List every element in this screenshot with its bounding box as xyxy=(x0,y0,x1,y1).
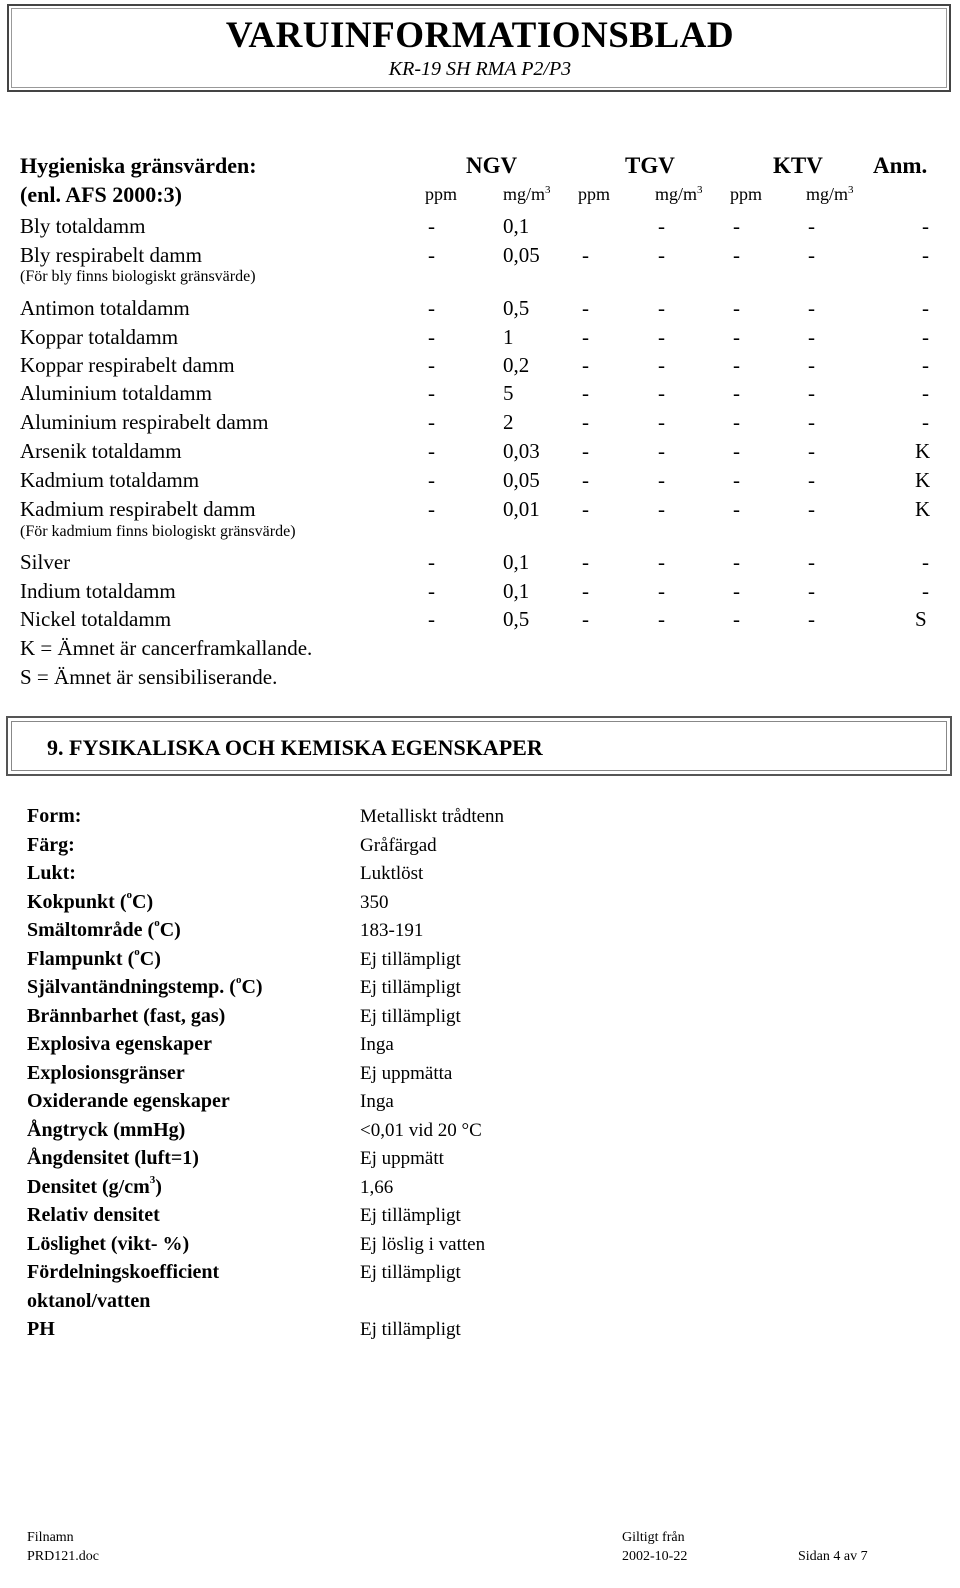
note-lead: (För bly finns biologiskt gränsvärde) xyxy=(20,268,256,285)
limit-value-ktv-mg: - xyxy=(808,325,815,349)
footer-filename: PRD121.doc xyxy=(27,1549,99,1564)
limit-value-ktv-mg: - xyxy=(808,579,815,603)
substance-name: Nickel totaldamm xyxy=(20,607,172,631)
unit-ppm: ppm xyxy=(425,184,458,204)
hygiene-heading: Hygieniska gränsvärden: xyxy=(20,153,257,178)
substance-name: Koppar totaldamm xyxy=(20,325,179,349)
property-label: Explosionsgränser xyxy=(27,1062,185,1084)
property-label: Ångtryck (mmHg) xyxy=(27,1119,186,1141)
footer-filename-label: Filnamn xyxy=(27,1530,74,1545)
property-value: 1,66 xyxy=(360,1177,394,1198)
limit-value-tgv-mg: - xyxy=(658,550,665,574)
column-ktv: KTV xyxy=(773,153,823,178)
substance-name: Arsenik totaldamm xyxy=(20,439,182,463)
footer-page-number: Sidan 4 av 7 xyxy=(798,1549,868,1564)
limit-value-anm: - xyxy=(922,353,929,377)
limit-value-tgv-ppm: - xyxy=(582,579,589,603)
hygiene-reference: (enl. AFS 2000:3) xyxy=(20,182,182,207)
section-title: 9. FYSIKALISKA OCH KEMISKA EGENSKAPER xyxy=(47,735,543,760)
substance-name: Aluminium totaldamm xyxy=(20,381,212,405)
limit-value-tgv-mg: - xyxy=(658,325,665,349)
limit-value-anm: - xyxy=(922,579,929,603)
limit-value-tgv-ppm: - xyxy=(582,410,589,434)
limit-value-tgv-ppm: - xyxy=(582,468,589,492)
substance-name: Bly totaldamm xyxy=(20,214,146,238)
substance-name: Kadmium respirabelt damm xyxy=(20,497,256,521)
limit-value-ngv-mg: 0,1 xyxy=(503,550,530,574)
limit-value-ngv-ppm: - xyxy=(428,381,435,405)
limit-value-ktv-ppm: - xyxy=(733,550,740,574)
substance-name: Kadmium totaldamm xyxy=(20,468,200,492)
limit-value-anm: K xyxy=(915,468,931,492)
limit-value-ktv-ppm: - xyxy=(733,468,740,492)
legend-k: K = Ämnet är cancerframkallande. xyxy=(20,636,313,660)
property-value: 350 xyxy=(360,892,389,913)
property-label: Färg: xyxy=(27,834,75,856)
limit-value-tgv-ppm: - xyxy=(582,607,589,631)
limit-value-ngv-ppm: - xyxy=(428,579,435,603)
limit-value-ngv-mg: 0,03 xyxy=(503,439,540,463)
unit-mgm: $mg/m^3$ xyxy=(806,184,854,204)
limit-value-anm: - xyxy=(922,214,929,238)
property-value: Ej tillämpligt xyxy=(360,1319,461,1340)
limit-value-ktv-ppm: - xyxy=(733,214,740,238)
property-label: Ångdensitet (luft=1) xyxy=(27,1147,199,1169)
limit-value-ngv-mg: 0,2 xyxy=(503,353,530,377)
limit-value-ktv-ppm: - xyxy=(733,410,740,434)
property-label: Oxiderande egenskaper xyxy=(27,1090,230,1112)
limit-value-ngv-ppm: - xyxy=(428,296,435,320)
limit-value-ngv-mg: 0,5 xyxy=(503,607,530,631)
limit-value-ktv-mg: - xyxy=(808,214,815,238)
limit-value-ngv-mg: 5 xyxy=(503,381,514,405)
unit-ppm: ppm xyxy=(730,184,763,204)
property-value: Inga xyxy=(360,1034,394,1055)
limit-value-anm: - xyxy=(922,243,929,267)
limit-value-tgv-mg: - xyxy=(658,439,665,463)
limit-value-ngv-ppm: - xyxy=(428,497,435,521)
limit-value-ngv-ppm: - xyxy=(428,410,435,434)
limit-value-tgv-ppm: - xyxy=(582,296,589,320)
limit-value-ktv-mg: - xyxy=(808,439,815,463)
limit-value-anm: - xyxy=(922,550,929,574)
limit-value-tgv-mg: - xyxy=(658,381,665,405)
property-value: Ej uppmätt xyxy=(360,1148,444,1169)
limit-value-ngv-mg: 0,1 xyxy=(503,214,530,238)
property-label: Smältområde ($^o$C) xyxy=(27,917,181,941)
limit-value-ktv-ppm: - xyxy=(733,497,740,521)
limit-value-ktv-ppm: - xyxy=(733,607,740,631)
property-value: 183-191 xyxy=(360,920,424,941)
column-tgv: TGV xyxy=(625,153,675,178)
limit-value-ktv-ppm: - xyxy=(733,579,740,603)
substance-name: Bly respirabelt damm xyxy=(20,243,202,267)
limit-value-ngv-ppm: - xyxy=(428,353,435,377)
limit-value-ktv-mg: - xyxy=(808,243,815,267)
limit-value-ktv-mg: - xyxy=(808,381,815,405)
limit-value-anm: K xyxy=(915,497,931,521)
property-label: Flampunkt ($^o$C) xyxy=(27,946,161,970)
property-value: Metalliskt trådtenn xyxy=(360,806,505,827)
limit-value-tgv-ppm: - xyxy=(582,243,589,267)
limit-value-ngv-mg: 0,5 xyxy=(503,296,530,320)
limit-value-tgv-ppm: - xyxy=(582,325,589,349)
unit-ppm: ppm xyxy=(578,184,611,204)
limit-value-ktv-ppm: - xyxy=(733,439,740,463)
limit-value-ngv-mg: 2 xyxy=(503,410,514,434)
limit-value-ngv-ppm: - xyxy=(428,607,435,631)
property-value: Ej tillämpligt xyxy=(360,949,461,970)
property-label: Kokpunkt ($^o$C) xyxy=(27,889,154,913)
property-value: Ej tillämpligt xyxy=(360,977,461,998)
footer-valid-date: 2002-10-22 xyxy=(622,1549,688,1564)
limit-value-ktv-mg: - xyxy=(808,497,815,521)
limit-value-anm: K xyxy=(915,439,931,463)
limit-value-ngv-mg: 0,01 xyxy=(503,497,540,521)
property-label: Form: xyxy=(27,805,82,827)
limit-value-tgv-mg: - xyxy=(658,410,665,434)
substance-name: Aluminium respirabelt damm xyxy=(20,410,269,434)
limit-value-ngv-ppm: - xyxy=(428,550,435,574)
limit-value-tgv-mg: - xyxy=(658,607,665,631)
property-value: Ej tillämpligt xyxy=(360,1205,461,1226)
limit-value-ktv-mg: - xyxy=(808,410,815,434)
property-value: Ej löslig i vatten xyxy=(360,1234,486,1255)
property-label: Relativ densitet xyxy=(27,1204,160,1226)
property-label: PH xyxy=(27,1318,55,1340)
limit-value-ngv-ppm: - xyxy=(428,243,435,267)
limit-value-ngv-ppm: - xyxy=(428,439,435,463)
limit-value-anm: - xyxy=(922,381,929,405)
property-label: Brännbarhet (fast, gas) xyxy=(27,1005,226,1027)
limit-value-tgv-mg: - xyxy=(658,579,665,603)
limit-value-anm: - xyxy=(922,410,929,434)
limit-value-tgv-ppm: - xyxy=(582,353,589,377)
limit-value-ktv-mg: - xyxy=(808,468,815,492)
limit-value-tgv-mg: - xyxy=(658,296,665,320)
footer-valid-label: Giltigt från xyxy=(622,1530,685,1545)
substance-name: Silver xyxy=(20,550,71,574)
limit-value-ngv-mg: 0,05 xyxy=(503,243,540,267)
note-cadmium: (För kadmium finns biologiskt gränsvärde) xyxy=(20,523,296,540)
property-value: Luktlöst xyxy=(360,863,424,884)
substance-name: Antimon totaldamm xyxy=(20,296,190,320)
limit-value-tgv-ppm: - xyxy=(582,550,589,574)
legend-s: S = Ämnet är sensibiliserande. xyxy=(20,665,278,689)
property-value: <0,01 vid 20 °C xyxy=(360,1120,482,1141)
limit-value-ktv-mg: - xyxy=(808,353,815,377)
limit-value-tgv-ppm: - xyxy=(582,439,589,463)
property-value: Ej tillämpligt xyxy=(360,1262,461,1283)
property-label: Lukt: xyxy=(27,862,76,884)
property-label: Fördelningskoefficient xyxy=(27,1261,220,1283)
property-label: Självantändningstemp. ($^o$C) xyxy=(27,974,263,998)
substance-name: Koppar respirabelt damm xyxy=(20,353,235,377)
property-value: Ej tillämpligt xyxy=(360,1006,461,1027)
limit-value-ngv-mg: 1 xyxy=(503,325,514,349)
limit-value-anm: S xyxy=(915,607,927,631)
limit-value-tgv-ppm: - xyxy=(582,497,589,521)
limit-value-ngv-ppm: - xyxy=(428,214,435,238)
limit-value-tgv-ppm: - xyxy=(582,381,589,405)
limit-value-ktv-mg: - xyxy=(808,296,815,320)
property-label: Löslighet (vikt- %) xyxy=(27,1233,190,1255)
limit-value-tgv-mg: - xyxy=(658,497,665,521)
limit-value-tgv-mg: - xyxy=(658,353,665,377)
limit-value-ktv-mg: - xyxy=(808,607,815,631)
limit-value-ktv-ppm: - xyxy=(733,353,740,377)
limit-value-ktv-ppm: - xyxy=(733,325,740,349)
document-title: VARUINFORMATIONSBLAD xyxy=(225,15,735,56)
limit-value-ktv-ppm: - xyxy=(733,296,740,320)
limit-value-tgv-mg: - xyxy=(658,468,665,492)
property-label: oktanol/vatten xyxy=(27,1290,151,1312)
property-value: Ej uppmätta xyxy=(360,1063,453,1084)
limit-value-anm: - xyxy=(922,296,929,320)
limit-value-ktv-ppm: - xyxy=(733,381,740,405)
column-ngv: NGV xyxy=(466,153,518,178)
column-anm: Anm. xyxy=(873,153,928,178)
limit-value-tgv-mg: - xyxy=(658,243,665,267)
limit-value-ngv-mg: 0,05 xyxy=(503,468,540,492)
limit-value-anm: - xyxy=(922,325,929,349)
limit-value-ngv-ppm: - xyxy=(428,468,435,492)
limit-value-tgv-mg: - xyxy=(658,214,665,238)
limit-value-ngv-mg: 0,1 xyxy=(503,579,530,603)
limit-value-ngv-ppm: - xyxy=(428,325,435,349)
substance-name: Indium totaldamm xyxy=(20,579,176,603)
unit-mgm: $mg/m^3$ xyxy=(655,184,703,204)
property-label: Explosiva egenskaper xyxy=(27,1033,213,1055)
unit-mgm: $mg/m^3$ xyxy=(503,184,551,204)
limit-value-ktv-ppm: - xyxy=(733,243,740,267)
property-value: Gråfärgad xyxy=(360,835,437,856)
property-value: Inga xyxy=(360,1091,394,1112)
product-subtitle: KR-19 SH RMA P2/P3 xyxy=(388,58,572,80)
property-label: Densitet $(g/cm^3)$ xyxy=(27,1174,162,1198)
limit-value-ktv-mg: - xyxy=(808,550,815,574)
